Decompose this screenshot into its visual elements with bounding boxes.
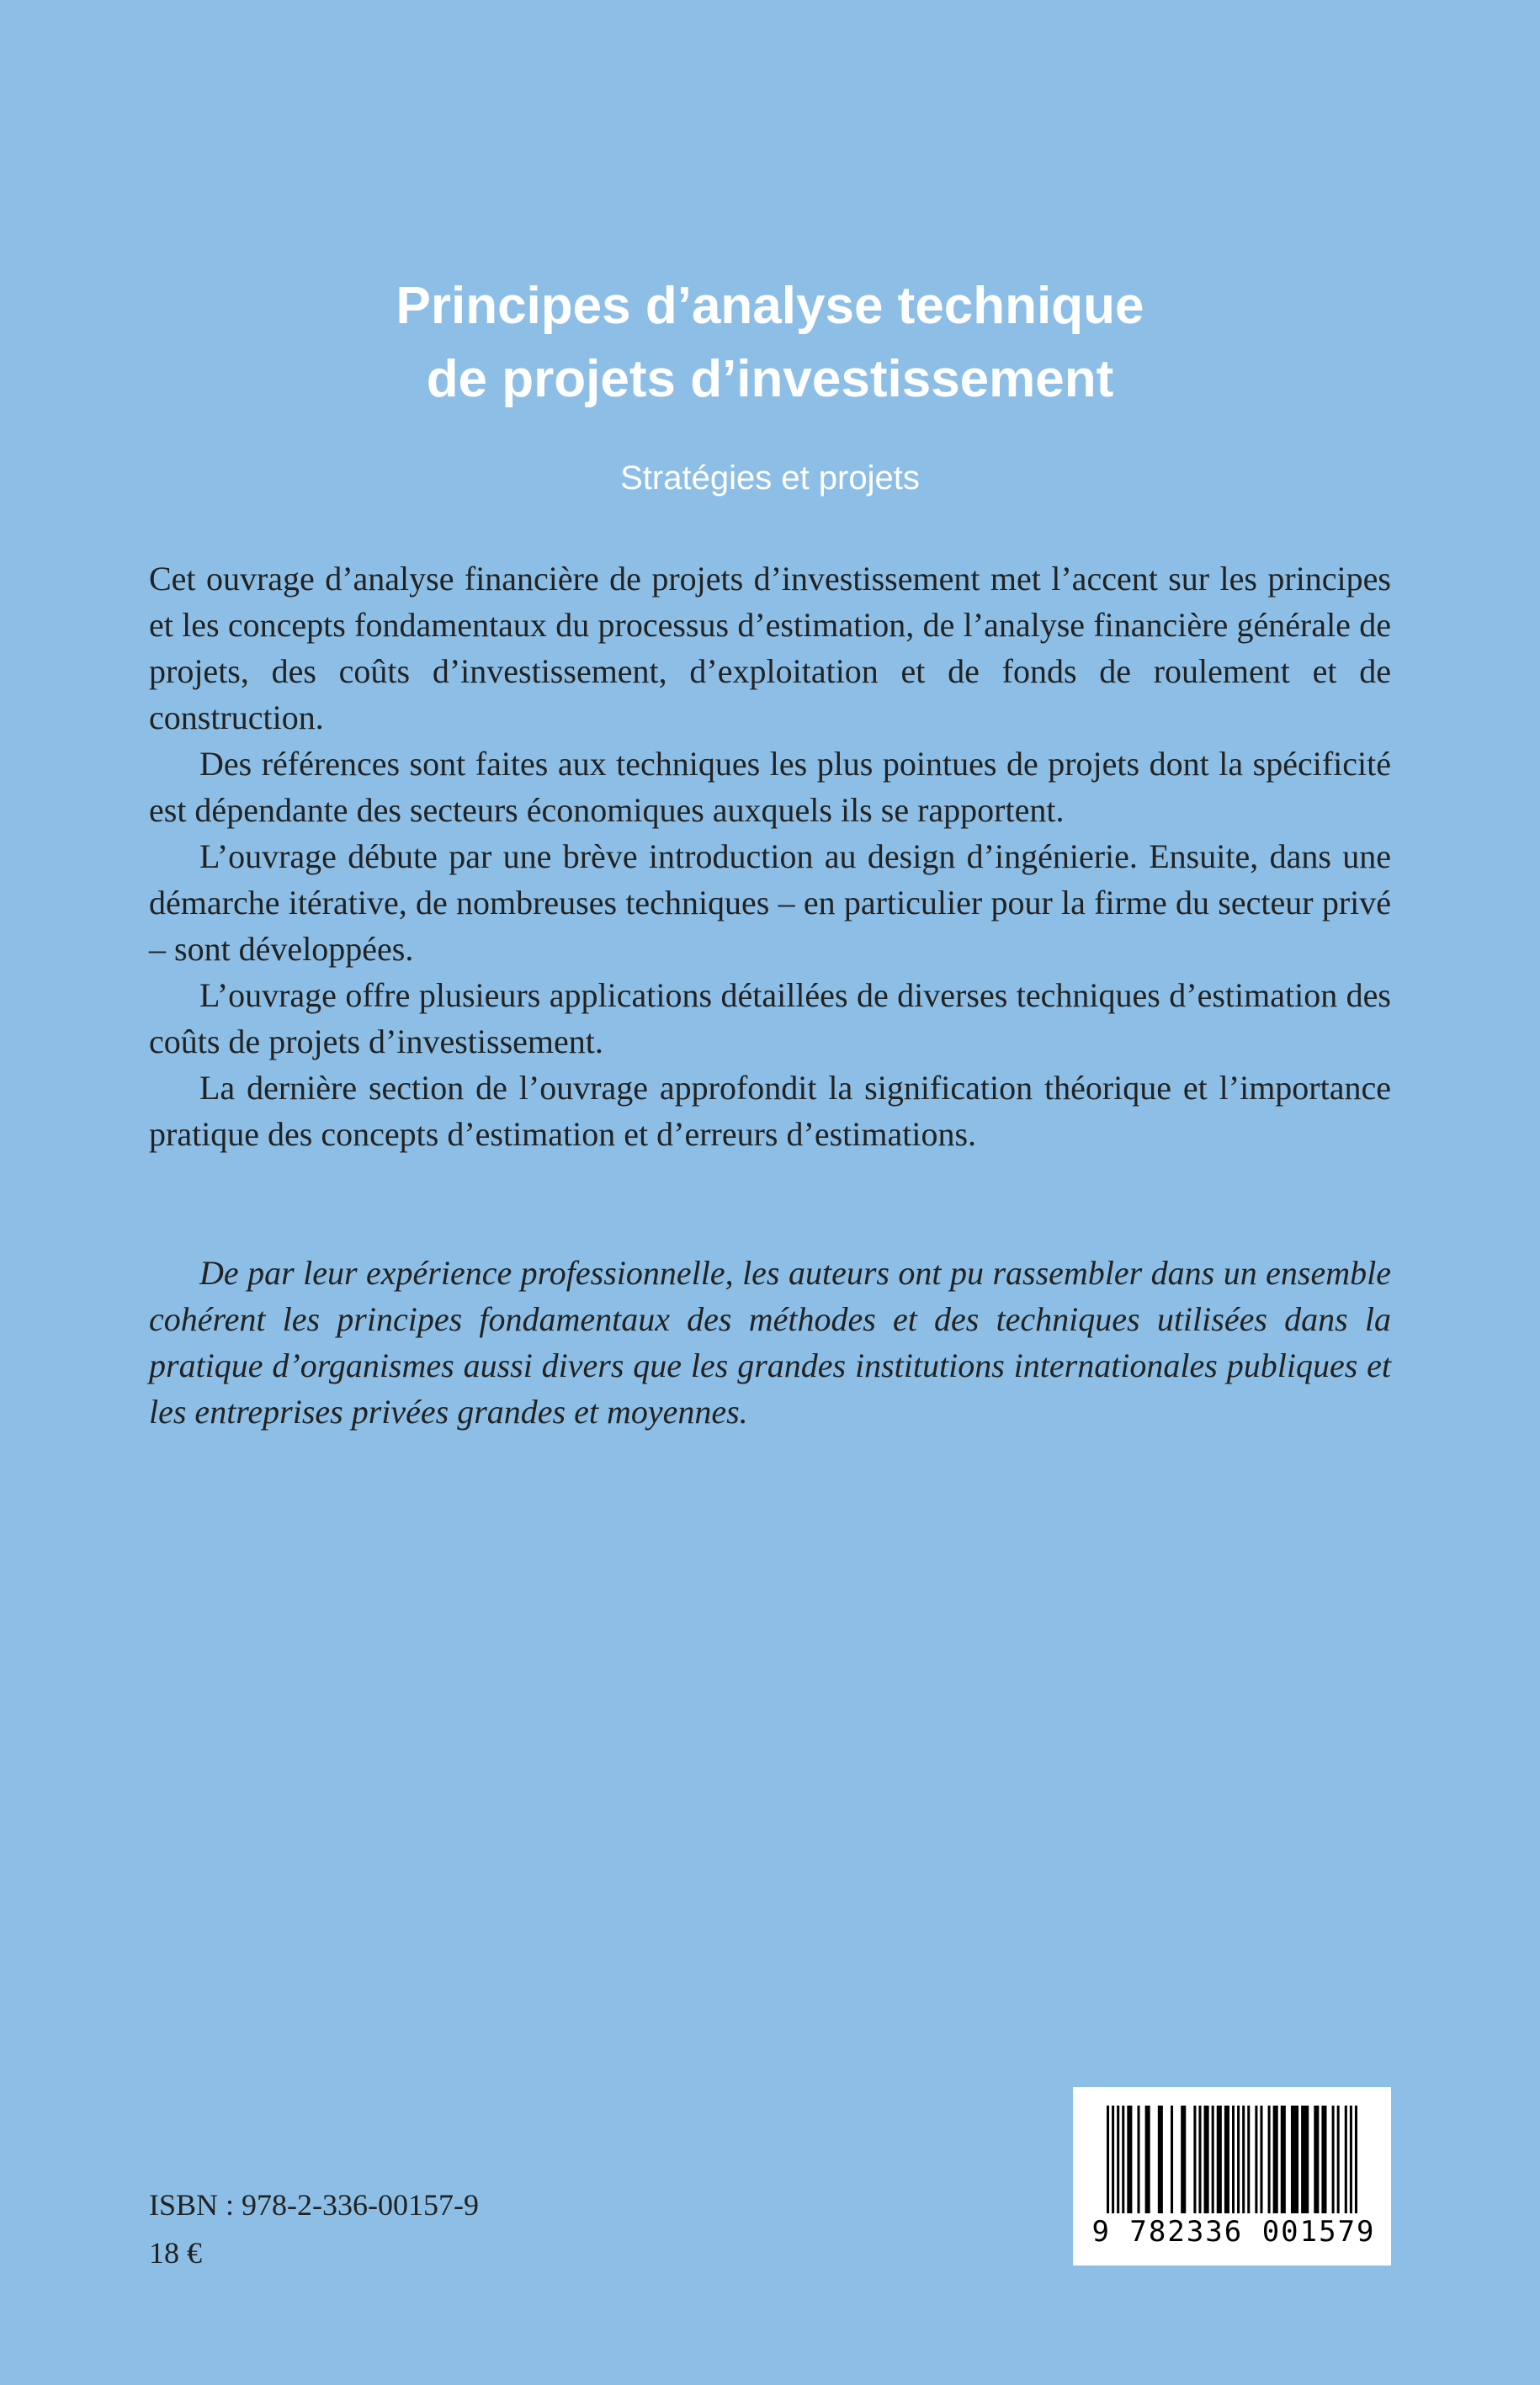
- barcode-bar: [1145, 2106, 1150, 2213]
- barcode-bar: [1273, 2106, 1278, 2213]
- barcode-bar: [1281, 2106, 1286, 2213]
- barcode-bar: [1260, 2106, 1262, 2213]
- authors-note: De par leur expérience professionnelle, les auteurs ont pu rassembler dans un ensemble cohérent les principes fondamentaux des méthodes et des techniques utilisées dans la pratique d’organismes aussi divers que les grandes institutions internationales publiques et les entreprises privées grandes et moyennes.: [149, 1254, 1391, 1431]
- barcode-bar: [1321, 2106, 1326, 2213]
- description-block: [149, 555, 1391, 1157]
- barcode-bar: [1337, 2106, 1340, 2213]
- book-title-line-2: de projets d’investissement: [426, 350, 1114, 408]
- barcode-bar: [1247, 2106, 1250, 2213]
- description-paragraph: La dernière section de l’ouvrage approfondit la signification théorique et l’importance pratique des concepts d’estimation et d’erreurs d’estimations.: [149, 1069, 1391, 1153]
- barcode: [1073, 2087, 1391, 2265]
- description-paragraph: Des références sont faites aux techniques les plus pointues de projets dont la spécificité est dépendante des secteurs économiques auxquels ils se rapportent.: [149, 745, 1391, 829]
- barcode-bar: [1122, 2106, 1124, 2213]
- barcode-bar: [1242, 2106, 1245, 2213]
- description-paragraph: Cet ouvrage d’analyse financière de projets d’investissement met l’accent sur les principes et les concepts fondamentaux du processus d’estimation, de l’analyse financière générale de projets, des coûts d’investissement, d’exploitation et de fonds de roulement et de construction.: [149, 560, 1391, 736]
- description-paragraph: L’ouvrage offre plusieurs applications détaillées de diverses techniques d’estimation des coûts de projets d’investissement.: [149, 976, 1391, 1060]
- barcode-bar: [1171, 2106, 1173, 2213]
- barcode-bar: [1127, 2106, 1132, 2213]
- description-paragraph: L’ouvrage débute par une brève introduction au design d’ingénierie. Ensuite, dans une démarche itérative, de nombreuses techniques – en particulier pour la firme du secteur privé – sont développées.: [149, 837, 1391, 968]
- barcode-bar: [1198, 2106, 1201, 2213]
- barcode-bar: [1345, 2106, 1347, 2213]
- price-text: 18 €: [149, 2236, 202, 2270]
- book-title: [0, 269, 1540, 416]
- barcode-bar: [1232, 2106, 1235, 2213]
- barcode-bar: [1332, 2106, 1335, 2213]
- isbn-text: ISBN : 978-2-336-00157-9: [149, 2188, 479, 2222]
- barcode-bars: [1107, 2106, 1357, 2213]
- barcode-bar: [1268, 2106, 1271, 2213]
- barcode-bar: [1212, 2106, 1214, 2213]
- barcode-bar: [1204, 2106, 1209, 2213]
- barcode-bar: [1137, 2106, 1139, 2213]
- barcode-bar: [1112, 2106, 1114, 2213]
- barcode-bar: [1291, 2106, 1298, 2213]
- barcode-bar: [1355, 2106, 1357, 2213]
- barcode-bar: [1314, 2106, 1319, 2213]
- barcode-digits: 9 782336 001579: [1091, 2215, 1376, 2249]
- book-title-line-1: Principes d’analyse technique: [396, 277, 1144, 335]
- barcode-bar: [1158, 2106, 1163, 2213]
- barcode-bar: [1237, 2106, 1240, 2213]
- barcode-bar: [1181, 2106, 1186, 2213]
- barcode-bar: [1107, 2106, 1109, 2213]
- barcode-bar: [1350, 2106, 1352, 2213]
- barcode-bar: [1255, 2106, 1257, 2213]
- barcode-bar: [1193, 2106, 1196, 2213]
- barcode-bar: [1224, 2106, 1229, 2213]
- barcode-bar: [1217, 2106, 1222, 2213]
- barcode-bar: [1117, 2106, 1119, 2213]
- barcode-bar: [1301, 2106, 1309, 2213]
- book-subtitle: Stratégies et projets: [620, 459, 920, 497]
